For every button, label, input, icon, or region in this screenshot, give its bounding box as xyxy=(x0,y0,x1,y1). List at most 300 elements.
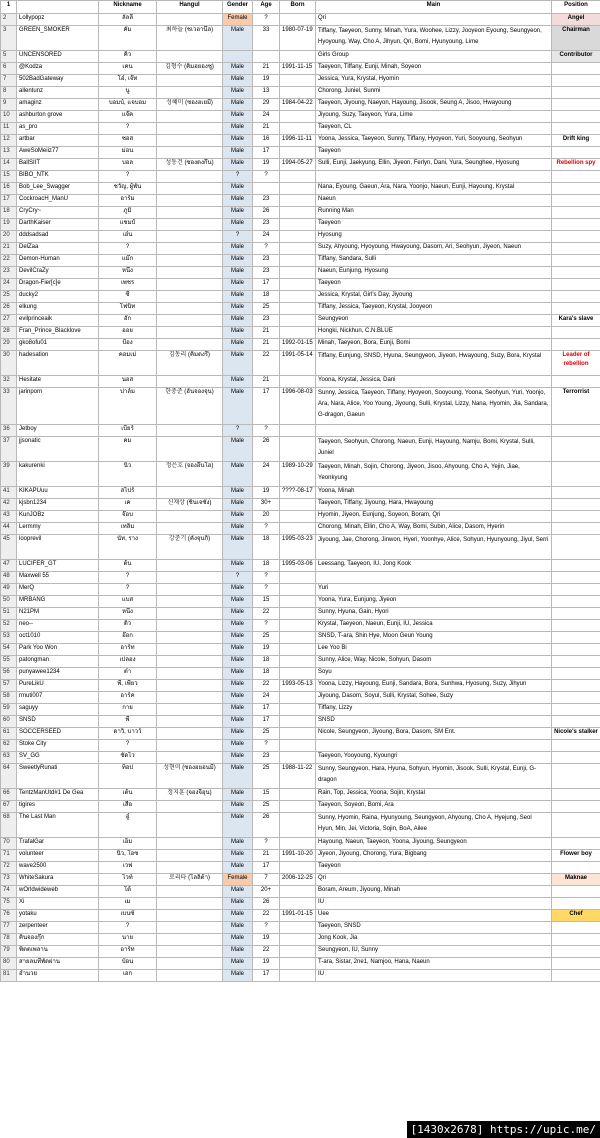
position-cell[interactable]: Leader of rebellion xyxy=(552,351,600,376)
table-row[interactable] xyxy=(1,692,600,704)
username-cell[interactable]: พิตตเพลาน xyxy=(17,946,99,958)
table-row[interactable] xyxy=(1,388,600,425)
position-cell[interactable] xyxy=(552,171,600,183)
age-cell[interactable]: 22 xyxy=(253,680,280,692)
row-number-cell[interactable]: 75 xyxy=(1,898,17,910)
table-row[interactable] xyxy=(1,740,600,752)
username-cell[interactable]: saguyy xyxy=(17,704,99,716)
age-cell[interactable] xyxy=(253,51,280,63)
username-cell[interactable]: yotaku xyxy=(17,910,99,922)
row-number-cell[interactable]: 15 xyxy=(1,171,17,183)
row-number-cell[interactable]: 30 xyxy=(1,351,17,376)
table-row[interactable] xyxy=(1,813,600,838)
main-cell[interactable]: IU xyxy=(316,898,552,910)
position-cell[interactable] xyxy=(552,644,600,656)
main-cell[interactable]: Girls Group xyxy=(316,51,552,63)
born-cell[interactable] xyxy=(280,511,316,523)
position-cell[interactable] xyxy=(552,111,600,123)
born-cell[interactable]: 1992-01-15 xyxy=(280,339,316,351)
username-cell[interactable]: ducky2 xyxy=(17,291,99,303)
nickname-cell[interactable]: แชมป์ xyxy=(99,219,157,231)
row-number-cell[interactable]: 62 xyxy=(1,740,17,752)
table-row[interactable] xyxy=(1,644,600,656)
row-number-cell[interactable]: 45 xyxy=(1,535,17,560)
username-cell[interactable]: AweSoMeiiz77 xyxy=(17,147,99,159)
row-number-cell[interactable]: 54 xyxy=(1,644,17,656)
hangul-cell[interactable] xyxy=(157,838,223,850)
age-cell[interactable]: 18 xyxy=(253,668,280,680)
position-cell[interactable] xyxy=(552,596,600,608)
main-cell[interactable]: Taeyeon, SNSD xyxy=(316,922,552,934)
username-cell[interactable]: SOCCERSEED xyxy=(17,728,99,740)
age-cell[interactable]: ? xyxy=(253,523,280,535)
username-cell[interactable]: Stoke City xyxy=(17,740,99,752)
table-row[interactable] xyxy=(1,279,600,291)
gender-cell[interactable]: Male xyxy=(223,958,253,970)
nickname-cell[interactable]: เปลอง xyxy=(99,656,157,668)
hangul-cell[interactable]: 최하늘 (ชเวฮานึล) xyxy=(157,26,223,51)
main-cell[interactable]: Tiffany, Sandara, Sulli xyxy=(316,255,552,267)
gender-cell[interactable]: Male xyxy=(223,535,253,560)
row-number-cell[interactable]: 74 xyxy=(1,886,17,898)
age-cell[interactable]: 26 xyxy=(253,898,280,910)
gender-cell[interactable]: Male xyxy=(223,850,253,862)
row-number-cell[interactable]: 56 xyxy=(1,668,17,680)
hangul-cell[interactable] xyxy=(157,523,223,535)
nickname-cell[interactable]: นอส xyxy=(99,376,157,388)
nickname-cell[interactable]: เวฟ xyxy=(99,862,157,874)
table-row[interactable] xyxy=(1,752,600,764)
hangul-cell[interactable] xyxy=(157,946,223,958)
nickname-cell[interactable]: อาร์ท xyxy=(99,946,157,958)
gender-cell[interactable]: Male xyxy=(223,87,253,99)
position-cell[interactable] xyxy=(552,255,600,267)
hangul-cell[interactable] xyxy=(157,680,223,692)
row-number-cell[interactable]: 7 xyxy=(1,75,17,87)
main-cell[interactable]: Taeyeon, Jiyoung, Naeyon, Hayoung, Jisook, Seung A, Jisoo, Hwayoung xyxy=(316,99,552,111)
hangul-cell[interactable] xyxy=(157,511,223,523)
age-cell[interactable]: 23 xyxy=(253,267,280,279)
nickname-cell[interactable]: ซี xyxy=(99,291,157,303)
main-cell[interactable]: Taeyeon, Tiffany, Jiyoung, Hara, Hwayoung xyxy=(316,499,552,511)
born-cell[interactable] xyxy=(280,752,316,764)
username-cell[interactable]: SNSD xyxy=(17,716,99,728)
position-cell[interactable] xyxy=(552,692,600,704)
born-cell[interactable] xyxy=(280,632,316,644)
nickname-cell[interactable]: ลัลลี่ xyxy=(99,14,157,26)
hangul-cell[interactable] xyxy=(157,267,223,279)
gender-cell[interactable]: Female xyxy=(223,14,253,26)
age-cell[interactable]: ? xyxy=(253,584,280,596)
main-cell[interactable]: Taeyeon xyxy=(316,219,552,231)
age-cell[interactable]: 19 xyxy=(253,75,280,87)
position-cell[interactable] xyxy=(552,886,600,898)
main-cell[interactable] xyxy=(316,740,552,752)
nickname-cell[interactable]: ออย xyxy=(99,327,157,339)
born-cell[interactable] xyxy=(280,692,316,704)
hangul-cell[interactable] xyxy=(157,207,223,219)
main-cell[interactable]: Yoona, Jessica, Taeyeon, Sunny, Tiffany, Hyoyeon, Yuri, Sooyoung, Seohyun xyxy=(316,135,552,147)
born-cell[interactable]: 1991-05-14 xyxy=(280,351,316,376)
row-number-cell[interactable]: 55 xyxy=(1,656,17,668)
username-cell[interactable]: MRBANG xyxy=(17,596,99,608)
nickname-cell[interactable]: เสือ xyxy=(99,801,157,813)
hangul-cell[interactable] xyxy=(157,279,223,291)
nickname-cell[interactable]: โอ๋, เจ๊ท xyxy=(99,75,157,87)
username-cell[interactable]: as_pro xyxy=(17,123,99,135)
username-cell[interactable]: kakurenki xyxy=(17,462,99,487)
row-number-cell[interactable]: 29 xyxy=(1,339,17,351)
main-cell[interactable]: Sunny, Hyuna, Gain, Hyori xyxy=(316,608,552,620)
row-number-cell[interactable]: 14 xyxy=(1,159,17,171)
position-cell[interactable] xyxy=(552,327,600,339)
username-cell[interactable]: DarthKaiser xyxy=(17,219,99,231)
position-cell[interactable] xyxy=(552,523,600,535)
hangul-cell[interactable]: 한중준 (ฮันจองจุน) xyxy=(157,388,223,425)
born-cell[interactable]: 1994-05-27 xyxy=(280,159,316,171)
born-cell[interactable] xyxy=(280,608,316,620)
position-cell[interactable] xyxy=(552,63,600,75)
table-row[interactable] xyxy=(1,511,600,523)
nickname-cell[interactable]: แบส xyxy=(99,596,157,608)
gender-cell[interactable]: Male xyxy=(223,620,253,632)
table-row[interactable] xyxy=(1,207,600,219)
username-cell[interactable]: ashburton grove xyxy=(17,111,99,123)
hangul-cell[interactable]: 김동리 (คิมดงรี) xyxy=(157,351,223,376)
gender-cell[interactable]: Male xyxy=(223,813,253,838)
position-cell[interactable] xyxy=(552,656,600,668)
age-cell[interactable]: 21 xyxy=(253,123,280,135)
row-number-cell[interactable]: 6 xyxy=(1,63,17,75)
gender-cell[interactable]: Male xyxy=(223,195,253,207)
row-number-cell[interactable]: 67 xyxy=(1,801,17,813)
nickname-cell[interactable]: อู๋ xyxy=(99,813,157,838)
gender-cell[interactable]: Male xyxy=(223,596,253,608)
table-row[interactable] xyxy=(1,123,600,135)
table-row[interactable] xyxy=(1,75,600,87)
table-row[interactable] xyxy=(1,26,600,51)
born-cell[interactable] xyxy=(280,886,316,898)
born-cell[interactable] xyxy=(280,499,316,511)
main-cell[interactable]: Sunny, Hyomin, Raina, Hyunyoung, Seungyeon, Ahyoung, Cho A, Hyejung, Seol Hyun, Min, Jei, Victoria, Sojin, BoA, Ailee xyxy=(316,813,552,838)
age-cell[interactable]: 17 xyxy=(253,862,280,874)
row-number-cell[interactable]: 52 xyxy=(1,620,17,632)
username-cell[interactable]: The Last Man xyxy=(17,813,99,838)
username-cell[interactable]: WhiteSakura xyxy=(17,874,99,886)
age-cell[interactable]: ? xyxy=(253,620,280,632)
username-cell[interactable]: jarinporn xyxy=(17,388,99,425)
main-cell[interactable]: Yoona, Yura, Eunjung, Jiyeon xyxy=(316,596,552,608)
row-number-cell[interactable]: 2 xyxy=(1,14,17,26)
main-cell[interactable]: Taeyeon, Yooyoung, Kyoungri xyxy=(316,752,552,764)
age-cell[interactable]: 17 xyxy=(253,147,280,159)
gender-cell[interactable]: Male xyxy=(223,99,253,111)
table-row[interactable] xyxy=(1,87,600,99)
table-row[interactable] xyxy=(1,487,600,499)
main-cell[interactable]: Uee xyxy=(316,910,552,922)
gender-cell[interactable]: Male xyxy=(223,291,253,303)
gender-cell[interactable]: Male xyxy=(223,656,253,668)
row-number-cell[interactable]: 17 xyxy=(1,195,17,207)
hangul-cell[interactable] xyxy=(157,303,223,315)
position-column-header[interactable]: Position xyxy=(552,1,600,14)
age-cell[interactable]: 21 xyxy=(253,339,280,351)
age-cell[interactable]: 26 xyxy=(253,207,280,219)
gender-cell[interactable]: Male xyxy=(223,243,253,255)
nickname-cell[interactable]: นัท, ราง xyxy=(99,535,157,560)
age-cell[interactable]: 19 xyxy=(253,644,280,656)
gender-cell[interactable]: Male xyxy=(223,838,253,850)
username-cell[interactable]: Lollypopz xyxy=(17,14,99,26)
username-cell[interactable]: CryCry~ xyxy=(17,207,99,219)
table-row[interactable] xyxy=(1,462,600,487)
position-cell[interactable] xyxy=(552,668,600,680)
table-row[interactable] xyxy=(1,898,600,910)
row-number-cell[interactable]: 63 xyxy=(1,752,17,764)
nickname-cell[interactable]: ซอส xyxy=(99,135,157,147)
username-cell[interactable]: wOrldwideweb xyxy=(17,886,99,898)
nickname-cell[interactable]: ชวัญ, ผู้พัน xyxy=(99,183,157,195)
table-row[interactable] xyxy=(1,584,600,596)
position-cell[interactable] xyxy=(552,462,600,487)
row-number-cell[interactable]: 68 xyxy=(1,813,17,838)
position-cell[interactable] xyxy=(552,339,600,351)
position-cell[interactable] xyxy=(552,437,600,462)
nickname-cell[interactable]: อ๊อก xyxy=(99,632,157,644)
nickname-cell[interactable]: ? xyxy=(99,171,157,183)
hangul-cell[interactable] xyxy=(157,704,223,716)
born-cell[interactable] xyxy=(280,704,316,716)
gender-cell[interactable]: Male xyxy=(223,339,253,351)
table-row[interactable] xyxy=(1,291,600,303)
main-cell[interactable]: Yoona, Minah xyxy=(316,487,552,499)
gender-cell[interactable]: Male xyxy=(223,789,253,801)
age-cell[interactable]: 25 xyxy=(253,801,280,813)
position-cell[interactable] xyxy=(552,680,600,692)
hangul-cell[interactable] xyxy=(157,183,223,195)
born-cell[interactable] xyxy=(280,716,316,728)
age-cell[interactable]: 24 xyxy=(253,462,280,487)
age-cell[interactable]: 13 xyxy=(253,87,280,99)
gender-cell[interactable]: Male xyxy=(223,644,253,656)
position-cell[interactable]: Flower boy xyxy=(552,850,600,862)
table-row[interactable] xyxy=(1,608,600,620)
hangul-cell[interactable] xyxy=(157,668,223,680)
main-cell[interactable]: Lee Yoo Bi xyxy=(316,644,552,656)
nickname-cell[interactable]: ต้น xyxy=(99,560,157,572)
born-cell[interactable]: 1995-03-23 xyxy=(280,535,316,560)
table-row[interactable] xyxy=(1,376,600,388)
position-cell[interactable]: Angel xyxy=(552,14,600,26)
row-number-cell[interactable]: 58 xyxy=(1,692,17,704)
born-cell[interactable] xyxy=(280,862,316,874)
main-cell[interactable]: Jong Kook, Jia xyxy=(316,934,552,946)
hangul-cell[interactable]: 성혜미 (ซองฮเยมี) xyxy=(157,99,223,111)
row-number-cell[interactable]: 44 xyxy=(1,523,17,535)
position-cell[interactable] xyxy=(552,183,600,195)
main-cell[interactable]: Naeun xyxy=(316,195,552,207)
row-number-cell[interactable]: 18 xyxy=(1,207,17,219)
row-number-cell[interactable]: 22 xyxy=(1,255,17,267)
row-number-cell[interactable]: 12 xyxy=(1,135,17,147)
table-row[interactable] xyxy=(1,523,600,535)
hangul-cell[interactable] xyxy=(157,886,223,898)
nickname-cell[interactable]: เม xyxy=(99,898,157,910)
table-row[interactable] xyxy=(1,970,600,982)
username-cell[interactable]: Xi xyxy=(17,898,99,910)
nickname-cell[interactable]: สไปร์ xyxy=(99,487,157,499)
main-cell[interactable]: Jiyoung, Dasom, Soyul, Sulli, Krystal, Sohee, Suzy xyxy=(316,692,552,704)
main-cell[interactable]: Boram, Areum, Jiyoung, Minah xyxy=(316,886,552,898)
username-cell[interactable]: SV_GG xyxy=(17,752,99,764)
hangul-cell[interactable] xyxy=(157,934,223,946)
table-row[interactable] xyxy=(1,14,600,26)
gender-cell[interactable]: Male xyxy=(223,946,253,958)
born-cell[interactable] xyxy=(280,523,316,535)
age-cell[interactable]: 25 xyxy=(253,764,280,789)
born-cell[interactable] xyxy=(280,596,316,608)
nickname-cell[interactable]: ไวท์ xyxy=(99,874,157,886)
table-row[interactable] xyxy=(1,535,600,560)
born-cell[interactable] xyxy=(280,183,316,195)
row-number-cell[interactable]: 23 xyxy=(1,267,17,279)
table-row[interactable] xyxy=(1,801,600,813)
hangul-cell[interactable] xyxy=(157,958,223,970)
hangul-cell[interactable] xyxy=(157,813,223,838)
row-number-cell[interactable]: 32 xyxy=(1,376,17,388)
table-row[interactable] xyxy=(1,572,600,584)
born-cell[interactable]: 1993-05-13 xyxy=(280,680,316,692)
username-cell[interactable]: KIKAPUuu xyxy=(17,487,99,499)
nickname-cell[interactable]: ? xyxy=(99,572,157,584)
main-cell[interactable]: Nana, Eyoung, Gaeun, Ara, Nara, Yoonjo, Naeun, Eunji, Hayoung, Krystal xyxy=(316,183,552,195)
gender-column-header[interactable]: Gender xyxy=(223,1,253,14)
born-cell[interactable] xyxy=(280,123,316,135)
age-cell[interactable]: 33 xyxy=(253,26,280,51)
row-number-cell[interactable]: 25 xyxy=(1,291,17,303)
nickname-cell[interactable]: คัม xyxy=(99,26,157,51)
main-cell[interactable]: Jessica, Krystal, Girl's Day, Jiyoung xyxy=(316,291,552,303)
age-cell[interactable] xyxy=(253,183,280,195)
username-cell[interactable]: patongman xyxy=(17,656,99,668)
username-cell[interactable]: Maxwell 55 xyxy=(17,572,99,584)
born-cell[interactable] xyxy=(280,656,316,668)
username-cell[interactable]: @Kodza xyxy=(17,63,99,75)
table-row[interactable] xyxy=(1,339,600,351)
nickname-cell[interactable]: ภูมิ xyxy=(99,207,157,219)
row-number-cell[interactable]: 33 xyxy=(1,388,17,425)
position-cell[interactable] xyxy=(552,231,600,243)
row-number-cell[interactable]: 78 xyxy=(1,934,17,946)
nickname-cell[interactable]: จ๊อบ xyxy=(99,511,157,523)
gender-cell[interactable]: Male xyxy=(223,632,253,644)
nickname-cell[interactable]: นิว xyxy=(99,462,157,487)
nickname-cell[interactable]: อั๊ก xyxy=(99,315,157,327)
main-cell[interactable]: Yoona, Krystal, Jessica, Dani xyxy=(316,376,552,388)
main-cell[interactable]: Tiffany, Taeyeon, Sunny, Minah, Yura, Woohee, Lizzy, Jooyeon Eyoung, Seungyeon, Hyoyoung, Way, Cho A, Jihyun, Qri, Bomi, Hyunyoung, Lime xyxy=(316,26,552,51)
gender-cell[interactable]: Male xyxy=(223,255,253,267)
row-number-cell[interactable]: 50 xyxy=(1,596,17,608)
position-cell[interactable] xyxy=(552,75,600,87)
position-cell[interactable] xyxy=(552,946,600,958)
gender-cell[interactable]: Male xyxy=(223,740,253,752)
nickname-cell[interactable]: เค xyxy=(99,499,157,511)
username-cell[interactable]: คินจองกุ๊ก xyxy=(17,934,99,946)
main-cell[interactable]: Taeyeon, Soyeon, Bomi, Ara xyxy=(316,801,552,813)
main-cell[interactable]: Qri xyxy=(316,14,552,26)
nickname-cell[interactable]: ? xyxy=(99,584,157,596)
hangul-cell[interactable] xyxy=(157,620,223,632)
born-cell[interactable] xyxy=(280,958,316,970)
main-cell[interactable] xyxy=(316,171,552,183)
born-cell[interactable] xyxy=(280,425,316,437)
row-number-cell[interactable]: 57 xyxy=(1,680,17,692)
table-row[interactable] xyxy=(1,596,600,608)
row-number-cell[interactable]: 3 xyxy=(1,26,17,51)
table-row[interactable] xyxy=(1,632,600,644)
gender-cell[interactable]: Male xyxy=(223,764,253,789)
username-cell[interactable]: GREEN_SMOKER xyxy=(17,26,99,51)
position-cell[interactable] xyxy=(552,862,600,874)
row-number-cell[interactable]: 77 xyxy=(1,922,17,934)
born-cell[interactable] xyxy=(280,376,316,388)
born-cell[interactable] xyxy=(280,291,316,303)
nickname-column-header[interactable]: Nickname xyxy=(99,1,157,14)
nickname-cell[interactable]: ปาล์ม xyxy=(99,388,157,425)
hangul-cell[interactable]: 성동건 (ซองดงกึน) xyxy=(157,159,223,171)
born-cell[interactable] xyxy=(280,644,316,656)
hangul-cell[interactable] xyxy=(157,437,223,462)
position-cell[interactable] xyxy=(552,632,600,644)
position-cell[interactable]: Drift king xyxy=(552,135,600,147)
nickname-cell[interactable]: อาร์ท xyxy=(99,644,157,656)
table-row[interactable] xyxy=(1,267,600,279)
row-number-header[interactable]: 1 xyxy=(1,1,17,14)
nickname-cell[interactable]: พี xyxy=(99,716,157,728)
table-row[interactable] xyxy=(1,171,600,183)
username-cell[interactable]: LUCIFER_GT xyxy=(17,560,99,572)
table-row[interactable] xyxy=(1,910,600,922)
age-cell[interactable]: 19 xyxy=(253,934,280,946)
position-cell[interactable] xyxy=(552,291,600,303)
hangul-cell[interactable]: 김형수 (คิมฮยองซู) xyxy=(157,63,223,75)
born-cell[interactable] xyxy=(280,51,316,63)
table-row[interactable] xyxy=(1,946,600,958)
row-number-cell[interactable]: 8 xyxy=(1,87,17,99)
born-cell[interactable]: 1996-11-11 xyxy=(280,135,316,147)
gender-cell[interactable]: Male xyxy=(223,437,253,462)
row-number-cell[interactable]: 60 xyxy=(1,716,17,728)
gender-cell[interactable]: Male xyxy=(223,111,253,123)
position-cell[interactable] xyxy=(552,838,600,850)
age-cell[interactable]: 21 xyxy=(253,376,280,388)
gender-cell[interactable]: Male xyxy=(223,75,253,87)
table-row[interactable] xyxy=(1,195,600,207)
main-column-header[interactable]: Main xyxy=(316,1,552,14)
hangul-cell[interactable] xyxy=(157,255,223,267)
age-cell[interactable]: 24 xyxy=(253,231,280,243)
age-cell[interactable]: 19 xyxy=(253,159,280,171)
nickname-cell[interactable]: คม xyxy=(99,437,157,462)
username-cell[interactable]: Fran_Prince_Blacklove xyxy=(17,327,99,339)
main-cell[interactable]: Taeyeon xyxy=(316,279,552,291)
born-cell[interactable] xyxy=(280,75,316,87)
gender-cell[interactable]: Male xyxy=(223,327,253,339)
hangul-cell[interactable] xyxy=(157,171,223,183)
row-number-cell[interactable]: 66 xyxy=(1,789,17,801)
born-cell[interactable] xyxy=(280,728,316,740)
table-row[interactable] xyxy=(1,922,600,934)
